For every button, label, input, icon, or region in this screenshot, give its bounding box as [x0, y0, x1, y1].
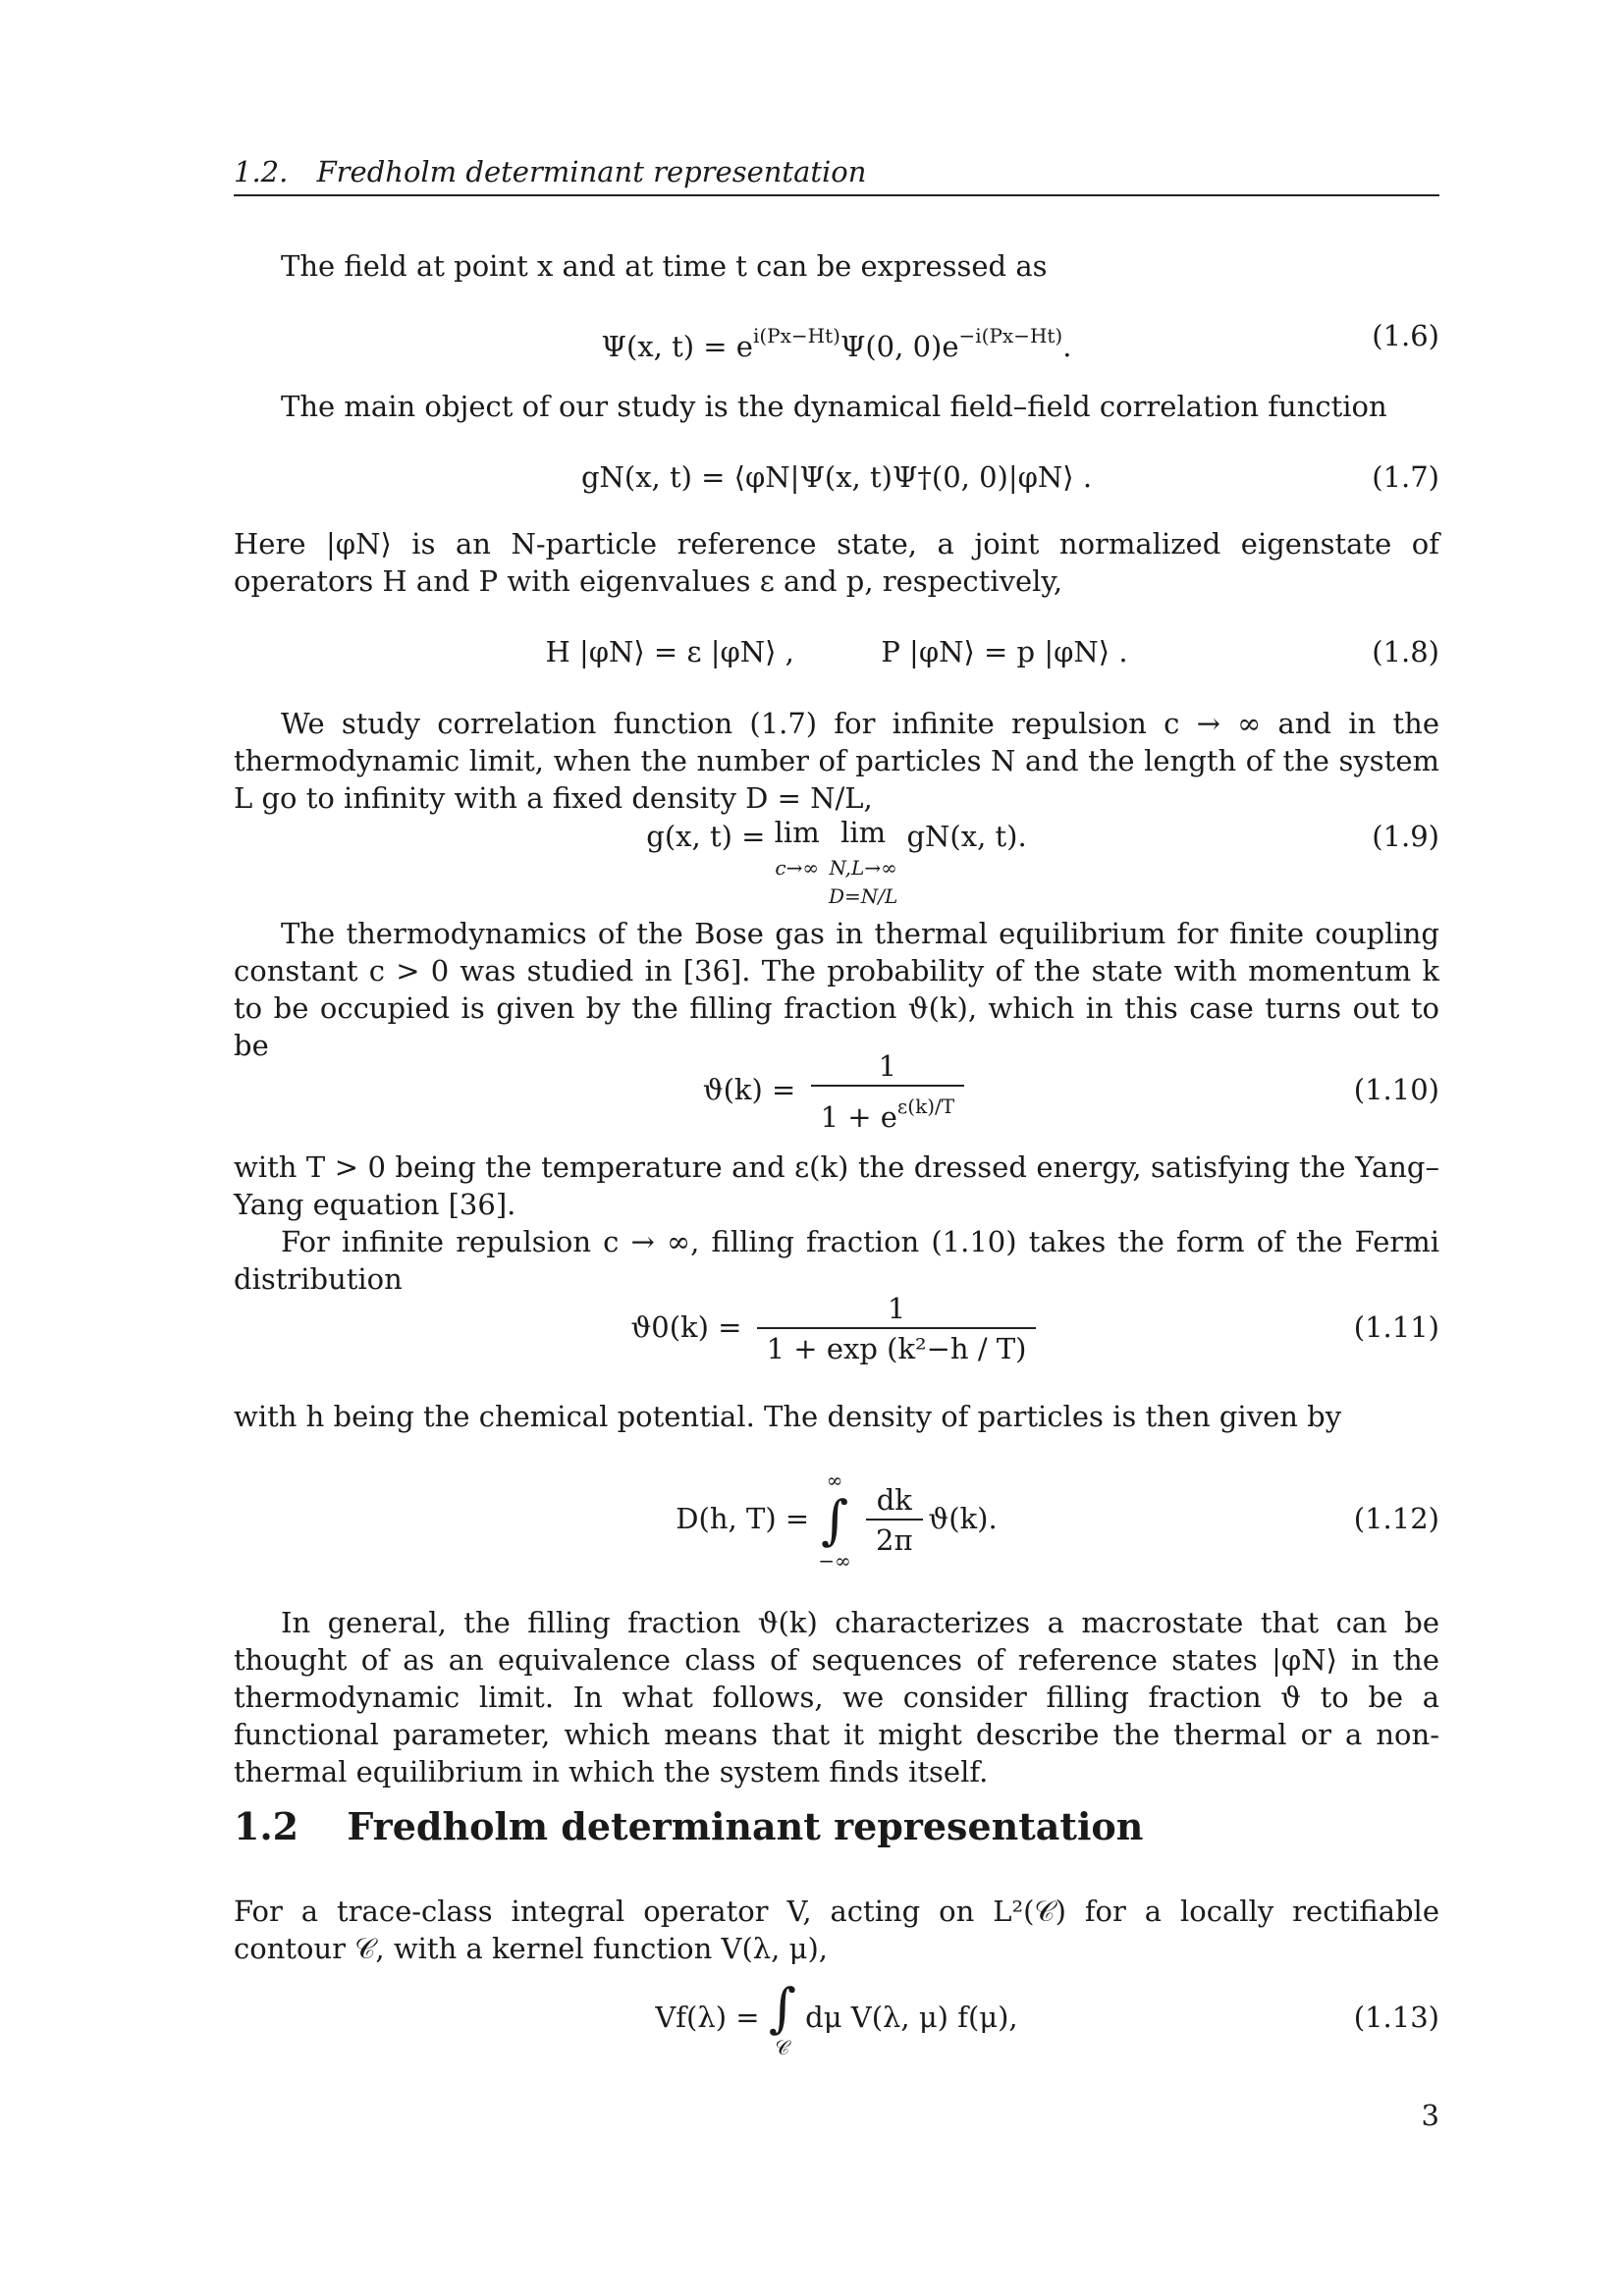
section-number: 1.2 — [234, 1804, 299, 1848]
eq-1-12-num: dk — [866, 1481, 923, 1521]
eq-1-6-exp2: −i(Px−Ht) — [958, 324, 1063, 347]
paragraph-6: with T > 0 being the temperature and ε(k) the dressed energy, satisfying the Yang–Yang equation [36]. — [234, 1150, 1439, 1221]
running-head-title: Fredholm determinant representation — [316, 155, 867, 188]
lim2-under-b: D=N/L — [828, 884, 898, 908]
eq-1-11-den: 1 + exp (k²−h / T) — [766, 1332, 1027, 1365]
lim1-under: c→∞ — [775, 856, 819, 880]
eq-1-11-lhs: ϑ0(k) = — [630, 1310, 742, 1344]
eq-1-12-den: 2π — [876, 1523, 913, 1557]
equation-1-11 — [234, 1280, 1439, 1374]
paragraph-5: The thermodynamics of the Bose gas in thermal equilibrium for finite coupling constant c > 0 was studied in [36]. The probability of the state with momentum k to be occupied is given by the filling fraction ϑ(k), which in this case turns out to be — [234, 917, 1439, 1062]
eq-1-9-lhs: g(x, t) = — [646, 820, 766, 853]
eq-1-8-right: P |φN⟩ = p |φN⟩ . — [881, 635, 1128, 668]
eq-1-12-lhs: D(h, T) = — [676, 1502, 810, 1535]
section-title: Fredholm determinant representation — [347, 1804, 1144, 1848]
eq-1-13-lhs: Vf(λ) = — [655, 2001, 760, 2034]
equation-1-6 — [234, 312, 1439, 363]
eq-1-11-fraction — [757, 1290, 1037, 1368]
running-head — [234, 155, 1439, 196]
eq-1-7-body: gN(x, t) = ⟨φN|Ψ(x, t)Ψ†(0, 0)|φN⟩ . — [580, 460, 1093, 494]
eq-number-1-6: (1.6) — [1372, 319, 1439, 352]
eq-1-12-rhs: ϑ(k). — [928, 1502, 998, 1535]
page-number: 3 — [1421, 2099, 1439, 2132]
eq-1-6-end: . — [1062, 330, 1072, 363]
eq-1-6-mid: Ψ(0, 0)e — [839, 330, 959, 363]
eq-1-10-fraction — [811, 1047, 965, 1137]
paragraph-7: For infinite repulsion c → ∞, filling fraction (1.10) takes the form of the Fermi distribution — [234, 1225, 1439, 1296]
paragraph-3: Here |φN⟩ is an N-particle reference state, a joint normalized eigenstate of operators H and P with eigenvalues ε and p, respectively, — [234, 527, 1439, 598]
eq-1-10-lhs: ϑ(k) = — [702, 1073, 796, 1106]
paragraph-4: We study correlation function (1.7) for infinite repulsion c → ∞ and in the thermodynamic limit, when the number of particles N and the length of the system L go to infinity with a fixed density D = N/L, — [234, 707, 1439, 815]
integral-sign: ∫ — [821, 1489, 849, 1551]
eq-number-1-13: (1.13) — [1353, 2001, 1439, 2034]
eq-1-13-lower: 𝒞 — [775, 2036, 790, 2059]
eq-1-10-num: 1 — [811, 1047, 965, 1087]
eq-number-1-8: (1.8) — [1372, 635, 1439, 668]
eq-1-10-den: 1 + e — [820, 1099, 897, 1134]
eq-1-8-left: H |φN⟩ = ε |φN⟩ , — [545, 635, 794, 668]
eq-1-12-lower: −∞ — [818, 1549, 851, 1573]
equation-1-12 — [234, 1457, 1439, 1580]
eq-1-10-den-exp: ε(k)/T — [896, 1094, 955, 1118]
lim2-under-a: N,L→∞ — [829, 856, 897, 880]
eq-1-12-fraction — [866, 1481, 923, 1560]
eq-1-6-exp1: i(Px−Ht) — [752, 324, 840, 347]
equation-1-8 — [234, 628, 1439, 675]
eq-number-1-10: (1.10) — [1353, 1073, 1439, 1106]
eq-1-9-rhs: gN(x, t). — [906, 820, 1027, 853]
eq-1-6-lhs: Ψ(x, t) = e — [601, 330, 753, 363]
paragraph-9: In general, the filling fraction ϑ(k) characterizes a macrostate that can be thought of as an equivalence class of sequences of reference states |φN⟩ in the thermodynamic limit. In what follows, we consider filling fraction ϑ to be a functional parameter, which means that it might describe the thermal or a non-thermal equilibrium in which the system finds itself. — [234, 1606, 1439, 1789]
eq-number-1-12: (1.12) — [1353, 1502, 1439, 1535]
running-head-number: 1.2. — [234, 155, 289, 188]
lim1-label: lim — [774, 816, 820, 849]
eq-number-1-7: (1.7) — [1372, 460, 1439, 494]
paragraph-2: The main object of our study is the dynamical field–field correlation function — [281, 390, 1387, 423]
equation-1-10 — [234, 1045, 1439, 1134]
section-heading — [234, 1804, 1143, 1848]
paragraph-1: The field at point x and at time t can be expressed as — [281, 249, 1048, 283]
equation-1-13 — [234, 1973, 1439, 2061]
eq-1-9-lim1 — [775, 813, 820, 881]
paragraph-10: For a trace-class integral operator V, acting on L²(𝒞) for a locally rectifiable contour 𝒞, with a kernel function V(λ, μ), — [234, 1895, 1439, 1965]
eq-number-1-11: (1.11) — [1353, 1310, 1439, 1344]
eq-1-9-lim2 — [829, 813, 897, 909]
eq-1-12-upper: ∞ — [826, 1468, 843, 1492]
equation-1-7 — [234, 454, 1439, 501]
paragraph-8: with h being the chemical potential. The density of particles is then given by — [234, 1400, 1342, 1433]
eq-number-1-9: (1.9) — [1372, 820, 1439, 853]
lim2-label: lim — [840, 816, 887, 849]
integral-sign: ∫ — [768, 1977, 796, 2039]
eq-1-11-num: 1 — [757, 1290, 1037, 1329]
equation-1-9 — [234, 813, 1439, 908]
eq-1-13-rhs: dμ V(λ, μ) f(μ), — [805, 2001, 1018, 2034]
